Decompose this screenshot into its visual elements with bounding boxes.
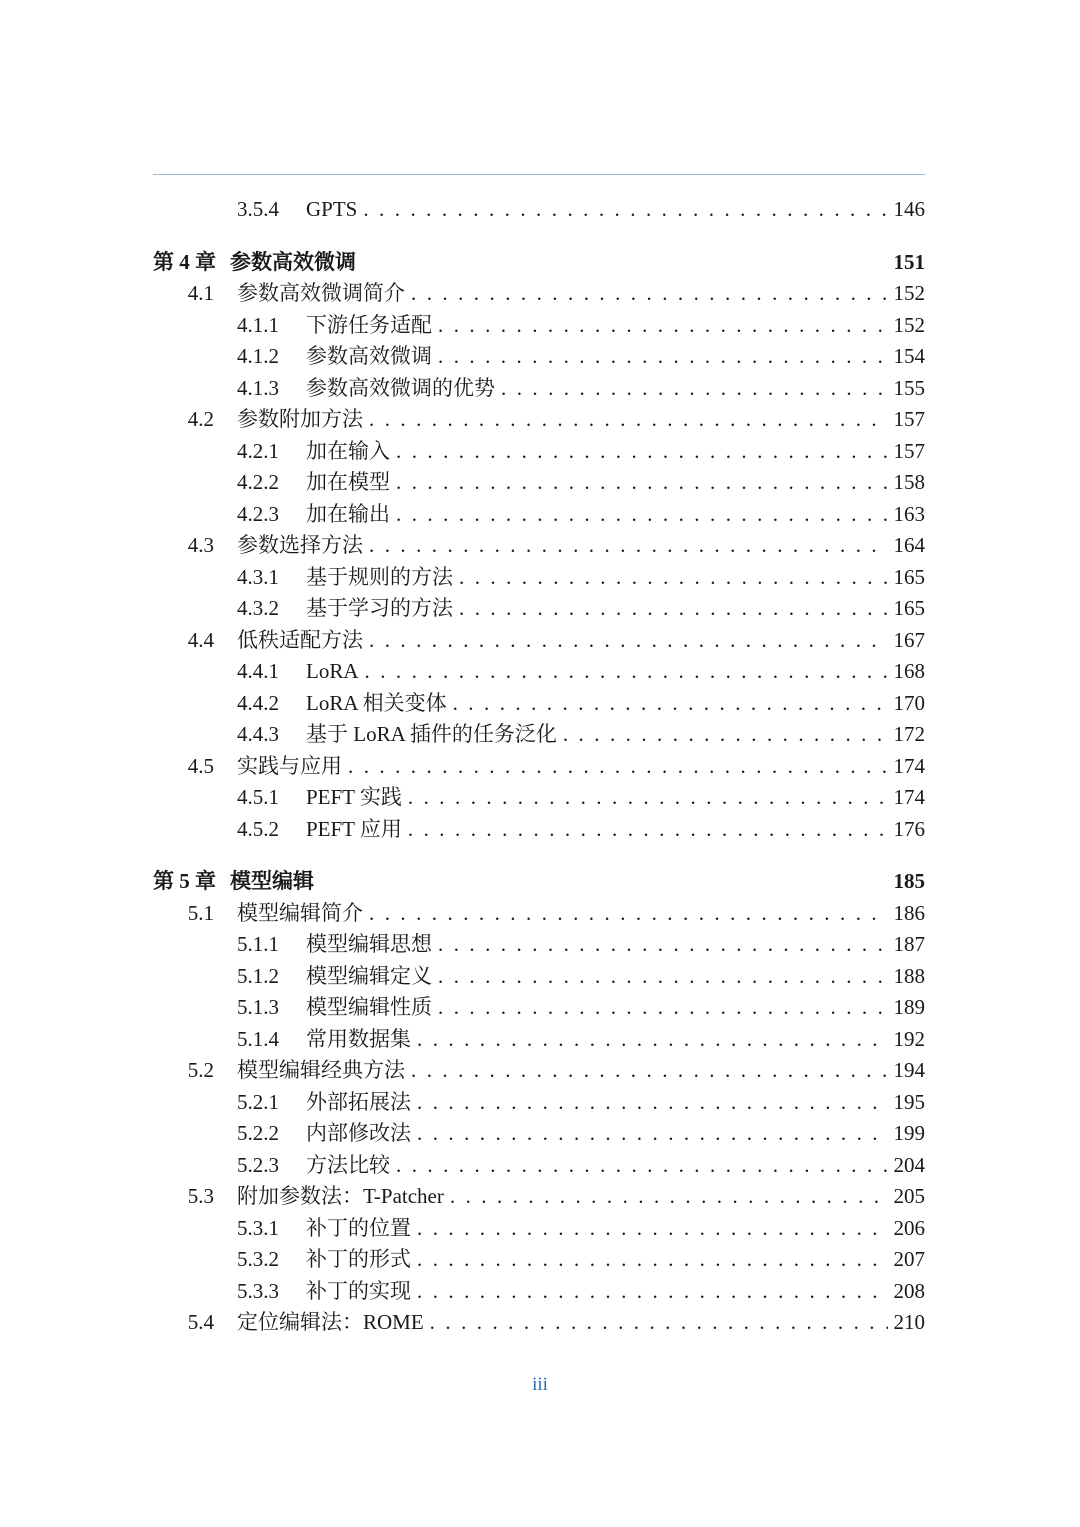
leader-dots (396, 1150, 888, 1182)
leader-dots (411, 278, 888, 310)
subsection-number: 5.2.3 (237, 1152, 279, 1177)
leader-dots (417, 1213, 888, 1245)
section-number: 4.1 (187, 281, 214, 305)
subsection-number: 4.5.1 (237, 785, 279, 809)
subsection-number: 4.3.2 (237, 596, 279, 620)
subsection-title: 基于 LoRA 插件的任务泛化 (306, 722, 557, 746)
section-title: 附加参数法：T-Patcher (237, 1184, 444, 1208)
subsection-page: 154 (893, 344, 925, 368)
section-title: 参数附加方法 (237, 407, 363, 431)
toc-subsection[interactable] (153, 1118, 925, 1150)
section-number: 4.4 (187, 627, 214, 652)
leader-dots (453, 688, 888, 720)
toc-section[interactable] (153, 1055, 925, 1087)
subsection-number: 5.1.4 (237, 1026, 279, 1051)
subsection-number: 4.1.1 (237, 312, 279, 337)
subsection-title: 内部修改法 (306, 1121, 411, 1145)
section-page: 205 (893, 1184, 925, 1208)
subsection-page: 152 (893, 312, 925, 337)
toc-subsection[interactable] (153, 1087, 925, 1119)
toc-subsection[interactable] (153, 814, 925, 846)
toc-subsection[interactable] (153, 467, 925, 499)
chapter-heading[interactable] (153, 247, 925, 279)
toc-section[interactable] (153, 1307, 925, 1339)
leader-dots (417, 1118, 888, 1150)
toc-subsection[interactable] (153, 719, 925, 751)
leader-dots (396, 499, 888, 531)
chapter-label: 第 4 章 (153, 249, 216, 274)
subsection-page: 146 (893, 197, 925, 221)
leader-dots (348, 751, 888, 783)
subsection-title: 基于规则的方法 (306, 564, 453, 589)
subsection-number: 5.1.1 (237, 932, 279, 956)
subsection-number: 4.2.2 (237, 470, 279, 494)
subsection-page: 158 (893, 470, 925, 494)
chapter-page: 151 (893, 249, 925, 274)
toc-subsection[interactable] (153, 1213, 925, 1245)
toc-subsection[interactable] (153, 194, 925, 226)
section-title: 模型编辑经典方法 (237, 1058, 405, 1082)
chapter-label: 第 5 章 (153, 869, 216, 893)
subsection-title: 下游任务适配 (306, 312, 432, 337)
subsection-page: 187 (893, 932, 925, 956)
leader-dots (501, 373, 888, 405)
subsection-number: 5.3.2 (237, 1247, 279, 1271)
subsection-title: 参数高效微调的优势 (306, 375, 495, 400)
subsection-number: 4.4.1 (237, 659, 279, 683)
toc-section[interactable] (153, 278, 925, 310)
toc-subsection[interactable] (153, 499, 925, 531)
subsection-page: 163 (893, 501, 925, 526)
subsection-page: 165 (893, 564, 925, 589)
leader-dots (563, 719, 888, 751)
section-page: 157 (893, 407, 925, 431)
subsection-page: 204 (893, 1152, 925, 1177)
section-title: 参数选择方法 (237, 533, 363, 557)
subsection-page: 174 (893, 785, 925, 809)
subsection-title: 加在输出 (306, 501, 390, 526)
section-title: 参数高效微调简介 (237, 281, 405, 305)
section-page: 210 (893, 1310, 925, 1334)
toc-subsection[interactable] (153, 961, 925, 993)
toc-subsection[interactable] (153, 341, 925, 373)
subsection-number: 4.5.2 (237, 816, 279, 841)
subsection-title: 加在模型 (306, 470, 390, 494)
leader-dots (450, 1181, 888, 1213)
toc-section[interactable] (153, 530, 925, 562)
toc-subsection[interactable] (153, 593, 925, 625)
subsection-page: 189 (893, 995, 925, 1019)
subsection-number: 4.2.3 (237, 501, 279, 526)
section-number: 5.2 (187, 1058, 214, 1082)
subsection-page: 207 (893, 1247, 925, 1271)
leader-dots (417, 1244, 888, 1276)
leader-dots (438, 341, 888, 373)
toc-section[interactable] (153, 625, 925, 657)
subsection-title: 外部拓展法 (306, 1089, 411, 1114)
leader-dots (459, 562, 888, 594)
subsection-number: 4.1.2 (237, 344, 279, 368)
subsection-number: 5.3.3 (237, 1278, 279, 1303)
toc-subsection[interactable] (153, 436, 925, 468)
leader-dots (417, 1276, 888, 1308)
section-title: 低秩适配方法 (237, 627, 363, 652)
leader-dots (396, 467, 888, 499)
subsection-number: 3.5.4 (237, 197, 279, 221)
leader-dots (365, 656, 888, 688)
leader-dots (369, 898, 888, 930)
leader-dots (363, 194, 887, 226)
subsection-number: 4.2.1 (237, 438, 279, 463)
toc-subsection[interactable] (153, 310, 925, 342)
subsection-title: LoRA 相关变体 (306, 690, 447, 715)
subsection-number: 4.1.3 (237, 375, 279, 400)
leader-dots (408, 814, 888, 846)
subsection-page: 168 (893, 659, 925, 683)
subsection-page: 165 (893, 596, 925, 620)
subsection-page: 195 (893, 1089, 925, 1114)
subsection-title: 模型编辑性质 (306, 995, 432, 1019)
subsection-title: 模型编辑思想 (306, 932, 432, 956)
section-page: 186 (893, 900, 925, 925)
subsection-title: 方法比较 (306, 1152, 390, 1177)
leader-dots (438, 961, 888, 993)
subsection-number: 4.4.3 (237, 722, 279, 746)
subsection-page: 208 (893, 1278, 925, 1303)
subsection-number: 4.3.1 (237, 564, 279, 589)
toc-subsection[interactable] (153, 688, 925, 720)
subsection-page: 188 (893, 963, 925, 988)
subsection-title: 补丁的形式 (306, 1247, 411, 1271)
leader-dots (438, 310, 888, 342)
leader-dots (430, 1307, 888, 1339)
chapter-page: 185 (893, 869, 925, 893)
subsection-page: 170 (893, 690, 925, 715)
subsection-number: 5.2.2 (237, 1121, 279, 1145)
leader-dots (411, 1055, 888, 1087)
subsection-page: 172 (893, 722, 925, 746)
toc-subsection[interactable] (153, 1150, 925, 1182)
leader-dots (417, 1024, 888, 1056)
subsection-title: 模型编辑定义 (306, 963, 432, 988)
section-number: 4.5 (187, 753, 214, 778)
subsection-title: LoRA (306, 659, 359, 683)
subsection-title: 基于学习的方法 (306, 596, 453, 620)
toc-section[interactable] (153, 1181, 925, 1213)
section-page: 194 (893, 1058, 925, 1082)
section-title: 实践与应用 (237, 753, 342, 778)
subsection-title: 加在输入 (306, 438, 390, 463)
toc-subsection[interactable] (153, 1276, 925, 1308)
leader-dots (438, 929, 888, 961)
chapter-title: 参数高效微调 (230, 249, 356, 274)
leader-dots (369, 404, 888, 436)
leader-dots (408, 782, 888, 814)
subsection-page: 176 (893, 816, 925, 841)
subsection-page: 157 (893, 438, 925, 463)
toc-section[interactable] (153, 404, 925, 436)
leader-dots (369, 625, 888, 657)
subsection-page: 199 (893, 1121, 925, 1145)
page-number: iii (532, 1374, 548, 1395)
toc-subsection[interactable] (153, 656, 925, 688)
toc-subsection[interactable] (153, 1024, 925, 1056)
toc-subsection[interactable] (153, 373, 925, 405)
section-number: 5.1 (187, 900, 214, 925)
subsection-title: 常用数据集 (306, 1026, 411, 1051)
subsection-number: 5.2.1 (237, 1089, 279, 1114)
chapter-title: 模型编辑 (230, 869, 314, 893)
section-page: 174 (893, 753, 925, 778)
subsection-page: 206 (893, 1215, 925, 1240)
toc-subsection[interactable] (153, 992, 925, 1024)
subsection-title: 参数高效微调 (306, 344, 432, 368)
subsection-title: 补丁的位置 (306, 1215, 411, 1240)
toc-subsection[interactable] (153, 562, 925, 594)
chapter-heading[interactable] (153, 866, 925, 898)
toc-section[interactable] (153, 898, 925, 930)
section-number: 5.4 (187, 1310, 214, 1334)
leader-dots (438, 992, 888, 1024)
toc-section[interactable] (153, 751, 925, 783)
section-page: 167 (893, 627, 925, 652)
toc-subsection[interactable] (153, 1244, 925, 1276)
subsection-title: GPTS (306, 197, 358, 221)
subsection-title: PEFT 实践 (306, 785, 402, 809)
subsection-number: 5.1.3 (237, 995, 279, 1019)
toc-subsection[interactable] (153, 929, 925, 961)
section-number: 5.3 (187, 1184, 214, 1208)
subsection-title: PEFT 应用 (306, 816, 402, 841)
leader-dots (369, 530, 888, 562)
section-title: 模型编辑简介 (237, 900, 363, 925)
section-page: 152 (893, 281, 925, 305)
section-number: 4.2 (187, 407, 214, 431)
section-number: 4.3 (187, 533, 214, 557)
section-page: 164 (893, 533, 925, 557)
subsection-page: 155 (893, 375, 925, 400)
toc-subsection[interactable] (153, 782, 925, 814)
subsection-title: 补丁的实现 (306, 1278, 411, 1303)
subsection-page: 192 (893, 1026, 925, 1051)
subsection-number: 5.3.1 (237, 1215, 279, 1240)
header-rule (153, 174, 925, 175)
section-title: 定位编辑法：ROME (237, 1310, 424, 1334)
leader-dots (459, 593, 888, 625)
subsection-number: 5.1.2 (237, 963, 279, 988)
subsection-number: 4.4.2 (237, 690, 279, 715)
table-of-contents (153, 194, 925, 1339)
leader-dots (396, 436, 888, 468)
leader-dots (417, 1087, 888, 1119)
